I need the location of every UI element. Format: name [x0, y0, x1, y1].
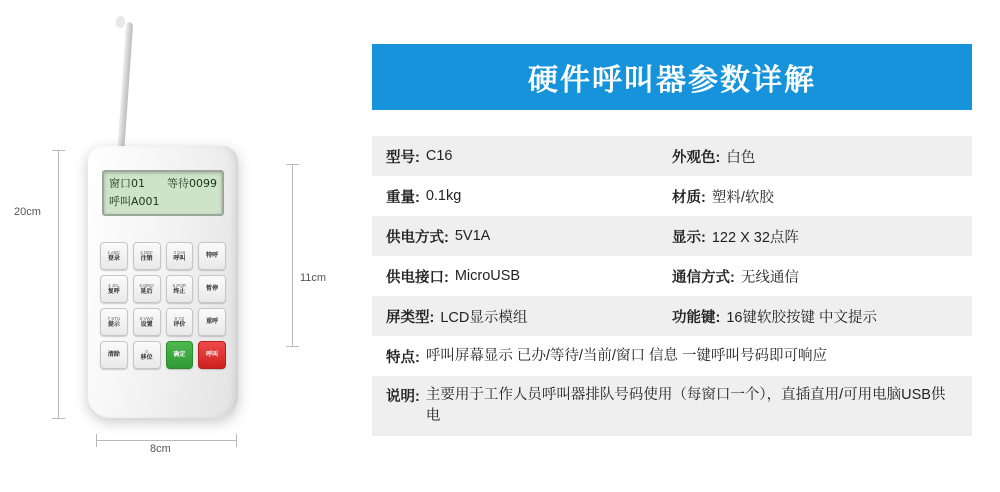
- key-clear[interactable]: [100, 341, 128, 369]
- width-dimension-label: 8cm: [150, 443, 171, 455]
- spec-cell-material: [672, 176, 958, 216]
- spec-label: 屏类型:: [386, 309, 435, 326]
- spec-sheet-title-bar: [372, 44, 972, 110]
- height-dimension-line: [58, 150, 59, 418]
- spec-value: MicroUSB: [454, 268, 521, 284]
- spec-value: 无线通信: [740, 269, 799, 286]
- key-4[interactable]: [100, 275, 128, 303]
- key-9-digit: 9 YZ: [174, 316, 185, 321]
- depth-dimension-tick-top: [286, 164, 299, 165]
- spec-value: 主要用于工作人员呼叫器排队号码使用（每窗口一个），直插直用/可用电脑USB供电: [425, 387, 946, 424]
- key-5-label: 延后: [140, 289, 153, 295]
- spec-cell-power-mode: [386, 216, 672, 256]
- key-6-digit: 6 PQR: [172, 283, 187, 288]
- key-4-digit: 4 JKL: [108, 283, 120, 288]
- height-dimension-tick-bottom: [52, 418, 65, 419]
- spec-value: 16键软胶按键 中文提示: [726, 309, 877, 326]
- key-1[interactable]: [100, 242, 128, 270]
- spec-cell-communication: [672, 256, 958, 296]
- key-9-label: 评价: [173, 322, 186, 328]
- spec-cell-power-port: [386, 256, 672, 296]
- lcd-call-text: 呼叫A001: [109, 195, 160, 208]
- depth-dimension-tick-bottom: [286, 346, 299, 347]
- height-dimension-label: 20cm: [14, 206, 41, 218]
- spec-cell-screen-type: [386, 296, 672, 336]
- width-dimension-tick-left: [96, 434, 97, 447]
- page-title: 硬件呼叫器参数详解: [528, 64, 816, 97]
- key-call[interactable]: [198, 341, 226, 369]
- key-recall[interactable]: [198, 308, 226, 336]
- spec-label: 显示:: [672, 229, 706, 246]
- key-0-label: 移位: [140, 355, 153, 361]
- key-2-digit: 2 DEF: [140, 250, 153, 255]
- depth-dimension-label: 11cm: [300, 272, 327, 284]
- lcd-screen: [102, 170, 224, 216]
- key-pause-label: 暂停: [206, 286, 219, 292]
- caller-device: [88, 146, 238, 418]
- key-3-label: 呼叫: [173, 256, 186, 262]
- spec-label: 外观色:: [672, 149, 721, 166]
- spec-row: [372, 376, 972, 436]
- spec-cell-model: [386, 136, 672, 176]
- antenna: [117, 22, 133, 154]
- key-special-call-label: 特呼: [206, 253, 219, 259]
- key-5-digit: 5 MNO: [139, 283, 154, 288]
- key-confirm[interactable]: [166, 341, 194, 369]
- spec-cell-function-keys: [672, 296, 958, 336]
- spec-cell-display: [672, 216, 958, 256]
- key-clear-label: 清除: [107, 352, 120, 358]
- spec-value: C16: [425, 148, 453, 164]
- width-dimension-tick-right: [236, 434, 237, 447]
- spec-value: 0.1kg: [425, 188, 462, 204]
- spec-label: 特点:: [386, 349, 420, 366]
- spec-row: [372, 256, 972, 296]
- key-pause[interactable]: [198, 275, 226, 303]
- spec-label: 重量:: [386, 189, 420, 206]
- spec-row: [372, 216, 972, 256]
- spec-value: 呼叫屏幕显示 已办/等待/当前/窗口 信息 一键呼叫号码即可响应: [425, 347, 828, 364]
- product-photo-panel: [0, 0, 350, 492]
- key-4-label: 复呼: [107, 289, 120, 295]
- key-8[interactable]: [133, 308, 161, 336]
- spec-cell-description: [386, 376, 958, 436]
- spec-value: 白色: [726, 149, 756, 166]
- spec-row: [372, 136, 972, 176]
- spec-value: 5V1A: [454, 228, 491, 244]
- key-0-digit: 0: [145, 349, 148, 354]
- depth-dimension-line: [292, 164, 293, 346]
- key-1-digit: 1 ABC: [107, 250, 121, 255]
- spec-value: LCD显示模组: [440, 309, 528, 326]
- key-2[interactable]: [133, 242, 161, 270]
- spec-row: [372, 176, 972, 216]
- key-3[interactable]: [166, 242, 194, 270]
- keypad: [100, 242, 226, 369]
- spec-cell-weight: [386, 176, 672, 216]
- key-1-label: 登录: [107, 256, 120, 262]
- key-call-label: 呼叫: [206, 352, 219, 358]
- lcd-window-text: 窗口01: [109, 177, 145, 190]
- spec-cell-color: [672, 136, 958, 176]
- key-7-label: 提示: [107, 322, 120, 328]
- spec-value: 塑料/软胶: [711, 189, 774, 206]
- key-confirm-label: 确定: [173, 352, 186, 358]
- spec-sheet: [372, 44, 972, 436]
- key-recall-label: 重呼: [206, 319, 219, 325]
- spec-cell-features: [386, 337, 958, 376]
- spec-label: 供电接口:: [386, 269, 449, 286]
- spec-label: 型号:: [386, 149, 420, 166]
- spec-value: 122 X 32点阵: [711, 229, 799, 246]
- key-8-digit: 8 VWX: [139, 316, 154, 321]
- width-dimension-line: [96, 440, 236, 441]
- height-dimension-tick-top: [52, 150, 65, 151]
- key-7[interactable]: [100, 308, 128, 336]
- lcd-waiting-text: 等待0099: [167, 177, 217, 190]
- spec-row: [372, 336, 972, 376]
- key-2-label: 注销: [140, 256, 153, 262]
- spec-label: 材质:: [672, 189, 706, 206]
- key-3-digit: 3 GHI: [173, 250, 186, 255]
- key-5[interactable]: [133, 275, 161, 303]
- spec-label: 功能键:: [672, 309, 721, 326]
- key-0[interactable]: [133, 341, 161, 369]
- key-special-call[interactable]: [198, 242, 226, 270]
- spec-row: [372, 296, 972, 336]
- spec-label: 说明:: [386, 389, 420, 405]
- key-6-label: 终止: [173, 289, 186, 295]
- spec-label: 供电方式:: [386, 229, 449, 246]
- spec-label: 通信方式:: [672, 269, 735, 286]
- key-7-digit: 7 STU: [107, 316, 121, 321]
- key-9[interactable]: [166, 308, 194, 336]
- antenna-tip: [116, 16, 126, 29]
- key-8-label: 设置: [140, 322, 153, 328]
- key-6[interactable]: [166, 275, 194, 303]
